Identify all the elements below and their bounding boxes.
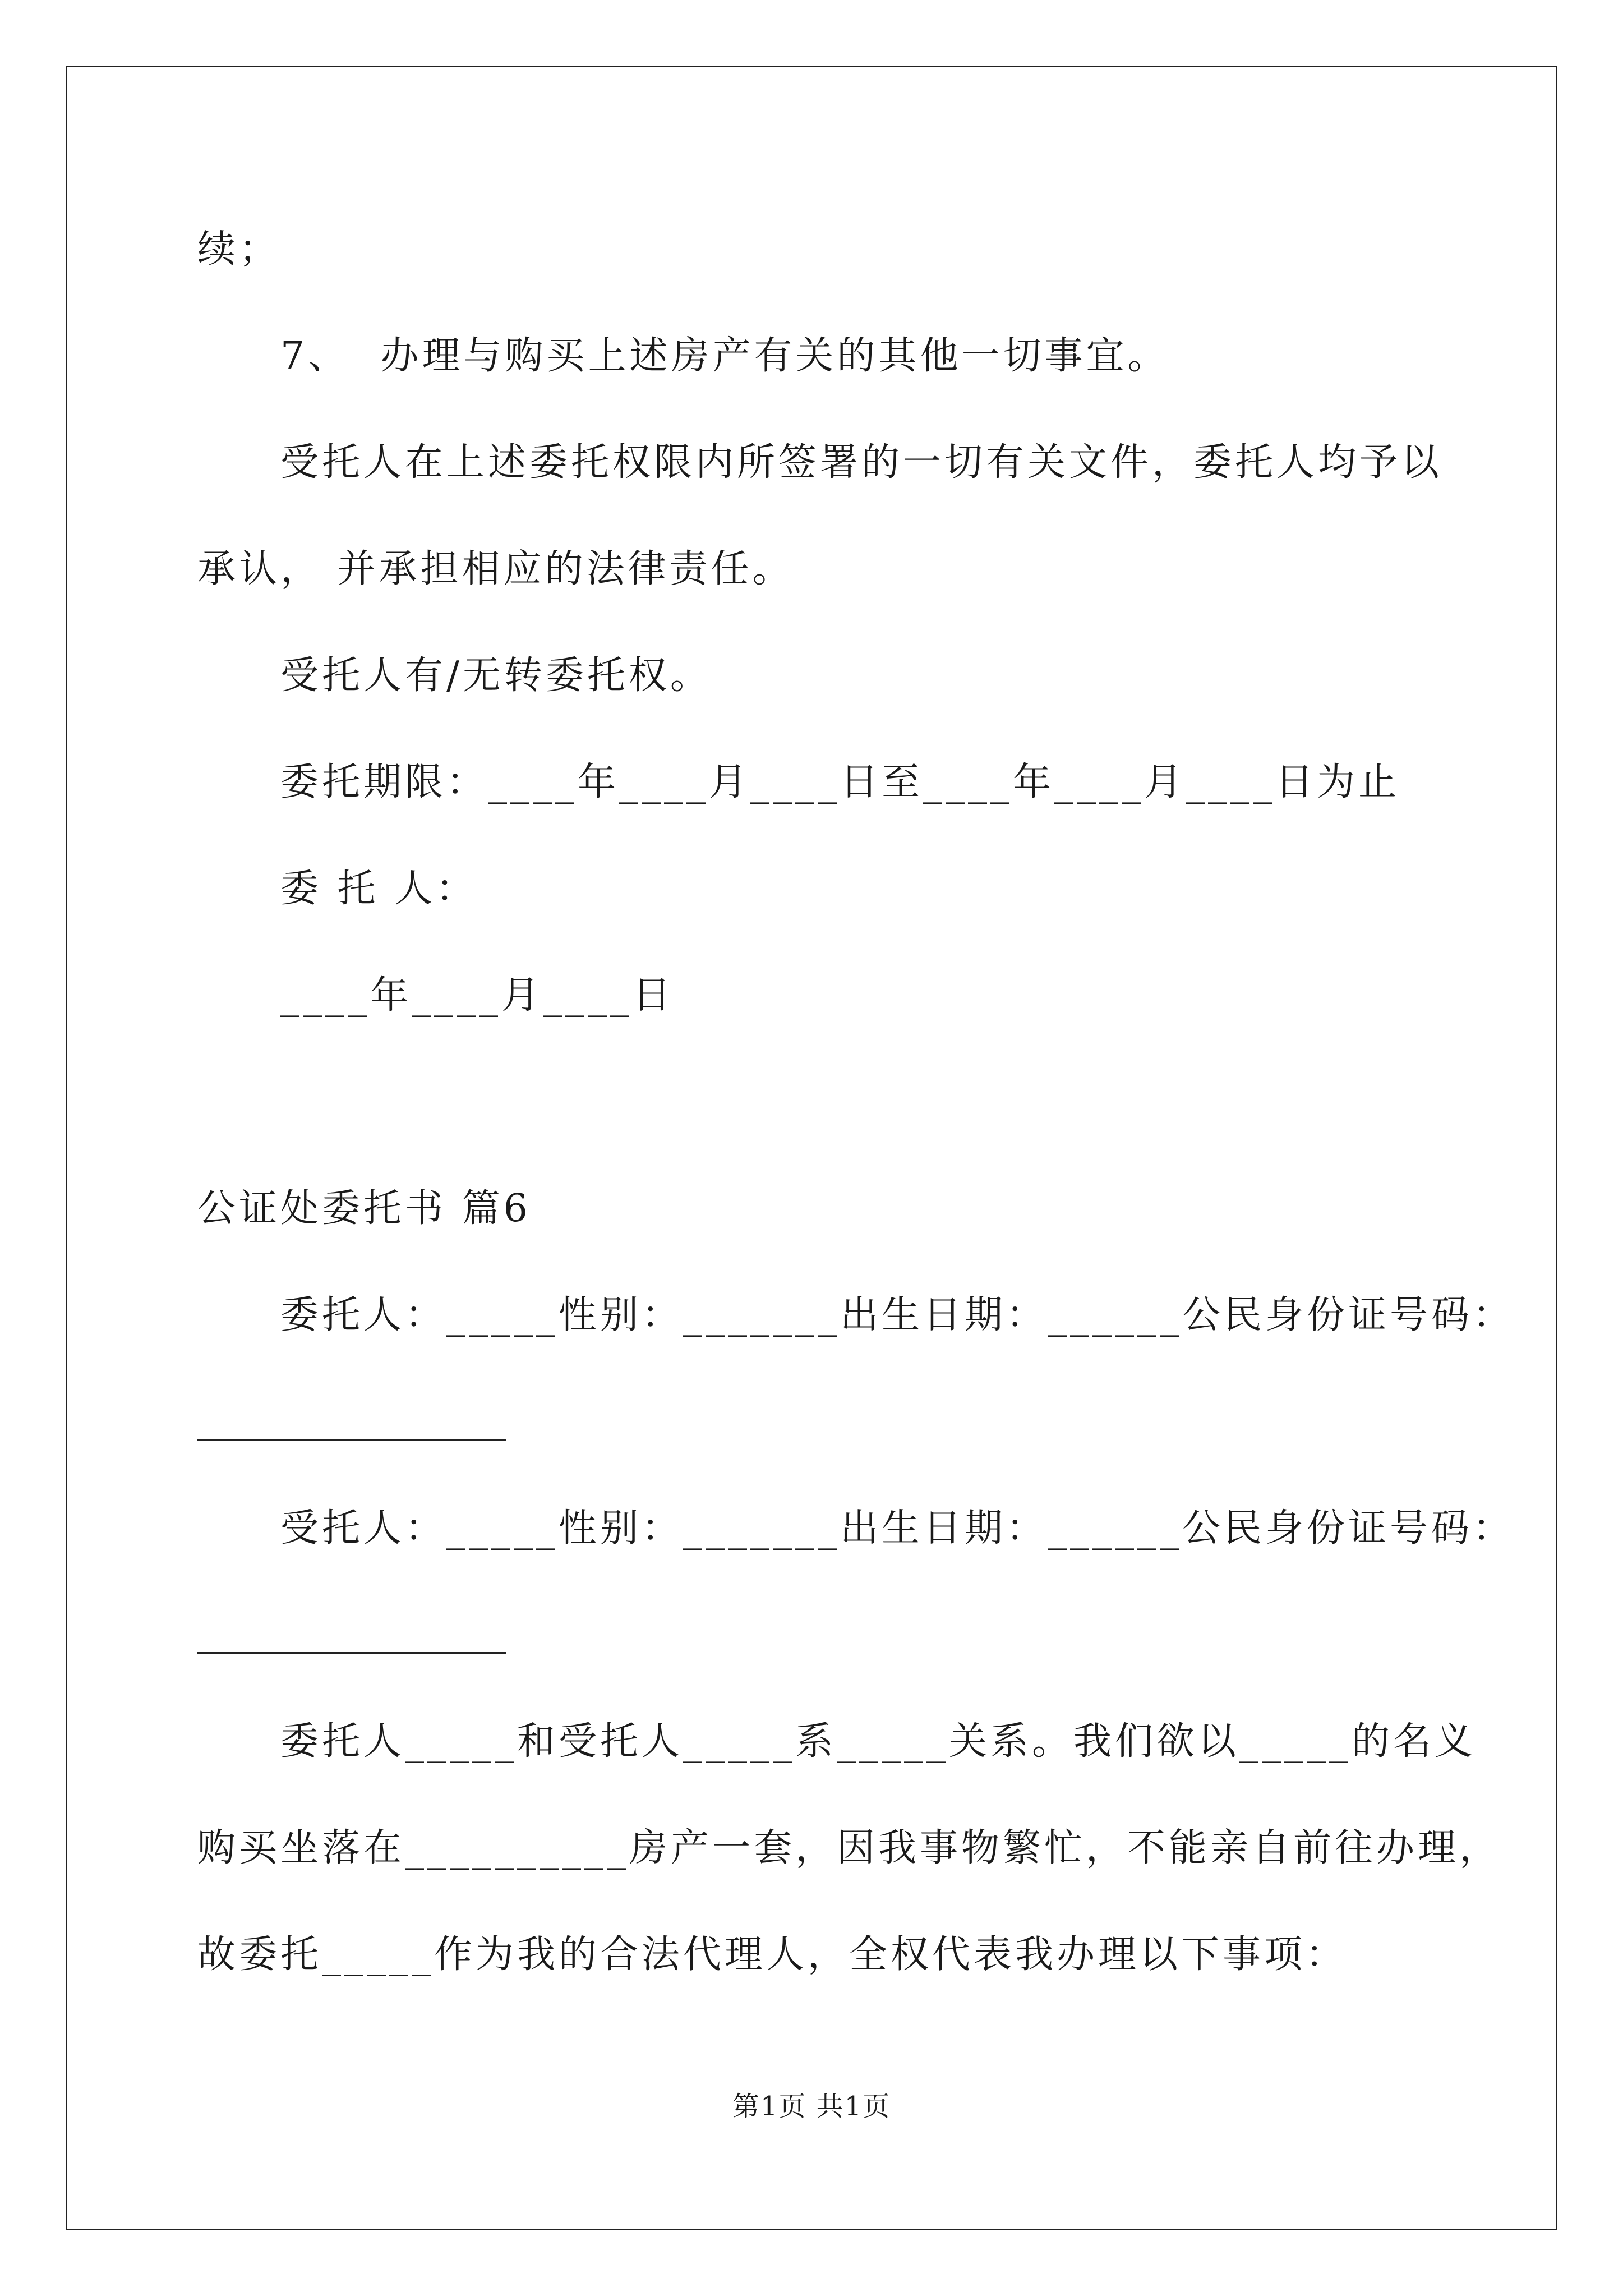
text-line-responsibility: 承认， 并承担相应的法律责任。 — [197, 547, 794, 591]
text-line-acceptance: 受托人在上述委托权限内所签署的一切有关文件，委托人均予以 — [280, 440, 1443, 485]
section-heading: 公证处委托书 篇6 — [197, 1186, 531, 1231]
text-line-term: 委托期限：____年____月____日至____年____月____日为止 — [280, 760, 1400, 804]
page-number: 第1页 共1页 — [732, 2091, 891, 2122]
blank-line-agent-id — [197, 1652, 506, 1654]
text-line-principal-info: 委托人：_____性别：_______出生日期：______公民身份证号码： — [280, 1293, 1515, 1337]
text-line-agent-info: 受托人：_____性别：_______出生日期：______公民身份证号码： — [280, 1506, 1515, 1550]
text-line-principal-signature: 委 托 人： — [280, 867, 478, 911]
text-line-item-7: 7、 办理与购买上述房产有关的其他一切事宜。 — [280, 334, 1169, 378]
page-border — [66, 66, 1557, 2230]
text-line-continuation: 续； — [197, 227, 281, 272]
text-line-subdelegation: 受托人有/无转委托权。 — [280, 654, 712, 698]
text-line-property: 购买坐落在__________房产一套，因我事物繁忙，不能亲自前往办理， — [197, 1826, 1501, 1870]
blank-line-principal-id — [197, 1439, 506, 1441]
text-line-date: ____年____月____日 — [280, 973, 675, 1018]
text-line-relationship: 委托人_____和受托人_____系_____关系。我们欲以_____的名义 — [280, 1719, 1477, 1764]
text-line-authorization: 故委托_____作为我的合法代理人，全权代表我办理以下事项： — [197, 1932, 1348, 1977]
